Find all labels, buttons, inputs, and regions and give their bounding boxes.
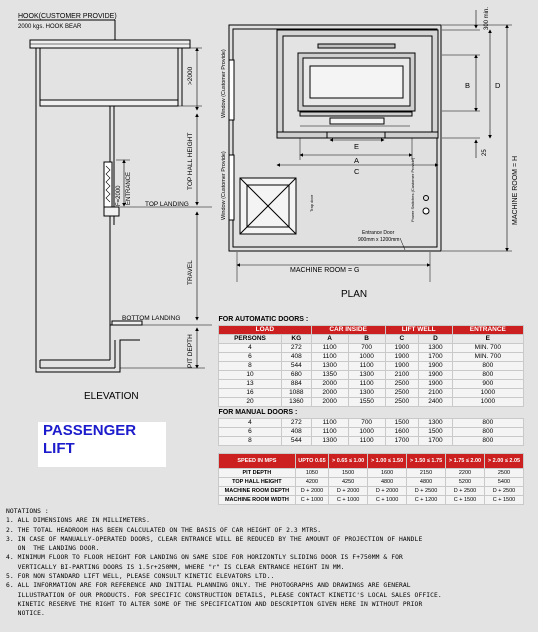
table-cell: C + 1500: [446, 496, 485, 505]
note-3b: ON THE LANDING DOOR.: [6, 545, 100, 553]
table-cell: 2000: [311, 389, 348, 398]
sub-header-e: E: [452, 335, 523, 344]
table-cell: 408: [281, 428, 311, 437]
table-cell: D + 2000: [295, 487, 328, 496]
table-cell: 800: [452, 428, 523, 437]
table-cell: 1500: [419, 428, 453, 437]
table-cell: 1900: [419, 380, 453, 389]
note-6d: NOTICE.: [6, 610, 45, 618]
sub-header-d: D: [419, 335, 453, 344]
machine-room-h-label: MACHINE ROOM = H: [512, 155, 519, 225]
machine-room-g-label: MACHINE ROOM = G: [290, 267, 360, 274]
speed-header-cell: UPTO 0.65: [295, 454, 328, 469]
header-entrance: ENTRANCE: [452, 326, 523, 335]
table-cell: D + 2500: [446, 487, 485, 496]
badge-line-2: LIFT: [43, 440, 75, 457]
dim-c-label: C: [354, 167, 360, 176]
table-cell: 800: [452, 362, 523, 371]
table-cell: 13: [219, 380, 282, 389]
table-cell: 2100: [419, 389, 453, 398]
manual-section-title: FOR MANUAL DOORS :: [219, 407, 524, 419]
speed-header-cell: > 0.65 ≤ 1.00: [329, 454, 368, 469]
note-6c: KINETIC RESERVE THE RIGHT TO ALTER SOME OF THE SPECIFICATION AND DESCRIPTION GIVEN HERE IN WITHOUT PRIOR: [6, 600, 423, 608]
auto-rows: [219, 344, 524, 407]
dim-25-label: 25: [482, 149, 488, 156]
top-hall-height-label: TOP HALL HEIGHT: [187, 132, 194, 190]
top-landing-label: TOP LANDING: [145, 201, 189, 208]
speed-header-cell: SPEED IN MPS: [219, 454, 296, 469]
speed-row-label: MACHINE ROOM DEPTH: [219, 487, 296, 496]
table-cell: 1900: [385, 344, 419, 353]
table-cell: 10: [219, 371, 282, 380]
table-cell: 2150: [407, 469, 446, 478]
auto-door-row: [219, 389, 524, 398]
table-cell: 8: [219, 437, 282, 446]
table-cell: 1500: [329, 469, 368, 478]
table-cell: 2000: [311, 398, 348, 407]
speed-table: [218, 453, 524, 505]
table-cell: 6: [219, 353, 282, 362]
entrance-label: ENTRANCE: [126, 171, 132, 205]
manual-rows: [219, 419, 524, 446]
speed-rows: [219, 469, 524, 505]
table-cell: 1000: [348, 428, 385, 437]
table-cell: C + 1000: [368, 496, 407, 505]
table-cell: 1300: [311, 437, 348, 446]
table-cell: 1500: [385, 419, 419, 428]
table-cell: 2200: [446, 469, 485, 478]
table-cell: 1350: [311, 371, 348, 380]
badge-line-1: PASSENGER: [43, 422, 137, 439]
note-3a: 3. IN CASE OF MANUALLY-OPERATED DOORS, CLEAR ENTRANCE WILL BE REDUCED BY THE AMOUNT OF PROJECTION OF HANDLE: [6, 535, 423, 543]
note-6a: 6. ALL INFORMATION ARE FOR REFERENCE AND INITIAL PLANNING ONLY. THE PHOTOGRAPHS AND DRAWINGS ARE GENERAL: [6, 582, 411, 590]
table-cell: 700: [348, 419, 385, 428]
table-cell: 1000: [348, 353, 385, 362]
speed-header-cell: > 1.50 ≤ 1.75: [407, 454, 446, 469]
table-cell: 1300: [311, 362, 348, 371]
table-cell: 1900: [385, 353, 419, 362]
speed-row: [219, 496, 524, 505]
elevation-drawing: [18, 13, 212, 372]
table-cell: C + 1000: [295, 496, 328, 505]
dim-a-label: A: [354, 156, 360, 165]
table-cell: 1900: [385, 362, 419, 371]
sub-header-row: [219, 335, 524, 344]
manual-door-row: [219, 428, 524, 437]
note-2: 2. THE TOTAL HEADROOM HAS BEEN CALCULATED ON THE BASIS OF CAR HEIGHT OF 2.3 MTRS.: [6, 526, 322, 534]
speed-row: [219, 478, 524, 487]
speed-row-label: PIT DEPTH: [219, 469, 296, 478]
auto-door-row: [219, 362, 524, 371]
hook-bear-label: 2000 kgs. HOOK BEAR: [18, 24, 82, 30]
table-cell: 2100: [385, 371, 419, 380]
speed-header-row: [219, 454, 524, 469]
table-cell: 1050: [295, 469, 328, 478]
table-cell: 1100: [311, 344, 348, 353]
table-cell: 2500: [385, 380, 419, 389]
dim-e-label: E: [354, 142, 360, 151]
table-cell: 900: [452, 380, 523, 389]
table-cell: 2500: [484, 469, 523, 478]
table-cell: 1300: [348, 389, 385, 398]
table-cell: 5200: [446, 478, 485, 487]
table-cell: C + 1200: [407, 496, 446, 505]
table-cell: C + 1500: [484, 496, 523, 505]
entrance-door-size-label: 900mm x 1200mm: [358, 237, 400, 243]
table-cell: 272: [281, 344, 311, 353]
speed-header-cell: > 2.00 ≤ 2.05: [484, 454, 523, 469]
table-cell: 1700: [419, 437, 453, 446]
table-cell: 544: [281, 362, 311, 371]
table-cell: 800: [452, 371, 523, 380]
table-cell: 1300: [348, 371, 385, 380]
auto-door-row: [219, 353, 524, 362]
dim-b-label: B: [465, 81, 471, 90]
table-cell: 272: [281, 419, 311, 428]
header-car-inside: CAR INSIDE: [311, 326, 385, 335]
sub-header-b: B: [348, 335, 385, 344]
speed-row-label: MACHINE ROOM WIDTH: [219, 496, 296, 505]
table-cell: 1600: [385, 428, 419, 437]
auto-door-row: [219, 380, 524, 389]
table-cell: 1100: [348, 362, 385, 371]
auto-door-row: [219, 344, 524, 353]
window-lower-label: Window (Customer Provide): [221, 151, 227, 220]
manual-door-row: [219, 437, 524, 446]
table-cell: 1000: [452, 389, 523, 398]
auto-door-row: [219, 398, 524, 407]
table-cell: D + 2000: [329, 487, 368, 496]
sub-header-kg: KG: [281, 335, 311, 344]
dim-d-label: D: [495, 81, 501, 90]
f2000-label: F=2000: [116, 185, 122, 206]
speed-row: [219, 487, 524, 496]
note-5: 5. FOR NON STANDARD LIFT WELL, PLEASE CONSULT KINETIC ELEVATORS LTD..: [6, 573, 275, 581]
note-4b: VERTICALLY BI-PARTING DOORS IS 1.5r+250MM, WHERE "r" IS CLEAR ENTRANCE HEIGHT IN MM.: [6, 563, 345, 571]
header-load: LOAD: [219, 326, 312, 335]
table-cell: 544: [281, 437, 311, 446]
table-cell: 1900: [419, 371, 453, 380]
table-cell: 4: [219, 419, 282, 428]
speed-row-label: TOP HALL HEIGHT: [219, 478, 296, 487]
note-6b: ILLUSTRATION OF OUR PRODUCTS. FOR SPECIFIC CONSTRUCTION DETAILS, PLEASE CONTACT KINETIC'S LOCAL SALES OFFICE.: [6, 591, 442, 599]
table-cell: 1300: [419, 344, 453, 353]
auto-door-row: [219, 371, 524, 380]
table-cell: 8: [219, 362, 282, 371]
elevation-labels: [84, 66, 194, 402]
trap-door-label: Trap door: [309, 194, 314, 212]
table-cell: 4800: [368, 478, 407, 487]
table-cell: 800: [452, 437, 523, 446]
sub-header-persons: PERSONS: [219, 335, 282, 344]
table-cell: 700: [348, 344, 385, 353]
table-cell: 6: [219, 428, 282, 437]
note-1: 1. ALL DIMENSIONS ARE IN MILLIMETERS.: [6, 517, 150, 525]
table-cell: 1550: [348, 398, 385, 407]
dim-2000-label: >2000: [187, 66, 194, 85]
sub-header-a: A: [311, 335, 348, 344]
table-cell: 1100: [311, 428, 348, 437]
table-cell: 680: [281, 371, 311, 380]
table-cell: 4200: [295, 478, 328, 487]
table-cell: MIN. 700: [452, 344, 523, 353]
plan-caption: PLAN: [341, 289, 368, 300]
notations: [6, 507, 534, 619]
table-cell: 16: [219, 389, 282, 398]
table-cell: 4800: [407, 478, 446, 487]
travel-label: TRAVEL: [187, 260, 194, 285]
table-cell: 1100: [311, 419, 348, 428]
notes-title: NOTATIONS :: [6, 508, 49, 515]
table-cell: 1300: [419, 419, 453, 428]
table-cell: 4250: [329, 478, 368, 487]
elevation-caption: ELEVATION: [84, 391, 139, 402]
speed-header-cell: > 1.00 ≤ 1.50: [368, 454, 407, 469]
table-cell: 800: [452, 419, 523, 428]
speed-header-cell: > 1.75 ≤ 2.00: [446, 454, 485, 469]
power-switches-label: Power Switches (Customer Provide): [410, 157, 415, 222]
table-cell: 408: [281, 353, 311, 362]
table-cell: 20: [219, 398, 282, 407]
table-cell: 884: [281, 380, 311, 389]
table-cell: 1360: [281, 398, 311, 407]
entrance-door-label: Entrance Door: [362, 230, 395, 236]
table-cell: 1700: [419, 353, 453, 362]
table-cell: 2000: [311, 380, 348, 389]
passenger-lift-badge: [38, 422, 166, 467]
table-cell: 1100: [311, 353, 348, 362]
table-cell: 1900: [419, 362, 453, 371]
table-cell: 1600: [368, 469, 407, 478]
sub-header-c: C: [385, 335, 419, 344]
table-cell: 2500: [385, 389, 419, 398]
table-cell: 4: [219, 344, 282, 353]
table-cell: 2400: [419, 398, 453, 407]
table-cell: 1700: [385, 437, 419, 446]
header-lift-well: LIFT WELL: [385, 326, 452, 335]
table-cell: C + 1000: [329, 496, 368, 505]
table-cell: 1088: [281, 389, 311, 398]
table-cell: 5400: [484, 478, 523, 487]
auto-section-title: FOR AUTOMATIC DOORS :: [219, 314, 524, 326]
door-dimensions-table: [218, 314, 524, 446]
window-upper-label: Window (Customer Provide): [221, 49, 227, 118]
manual-door-row: [219, 419, 524, 428]
table-cell: 2500: [385, 398, 419, 407]
dim-300-label: 300 min.: [484, 6, 490, 30]
table-cell: 1100: [348, 380, 385, 389]
table-cell: D + 2500: [407, 487, 446, 496]
pit-depth-label: PIT DEPTH: [187, 334, 194, 368]
bottom-landing-label: BOTTOM LANDING: [122, 315, 181, 322]
table-cell: D + 2500: [484, 487, 523, 496]
hook-label: HOOK(CUSTOMER PROVIDE): [18, 13, 117, 20]
note-4a: 4. MINIMUM FLOOR TO FLOOR HEIGHT FOR LANDING ON SAME SIDE FOR HORIZONTLY SLIDING DOOR IS F+750MM & FOR: [6, 554, 403, 562]
table-cell: MIN. 700: [452, 353, 523, 362]
table-cell: D + 2000: [368, 487, 407, 496]
speed-row: [219, 469, 524, 478]
table-cell: 1000: [452, 398, 523, 407]
table-cell: 1100: [348, 437, 385, 446]
